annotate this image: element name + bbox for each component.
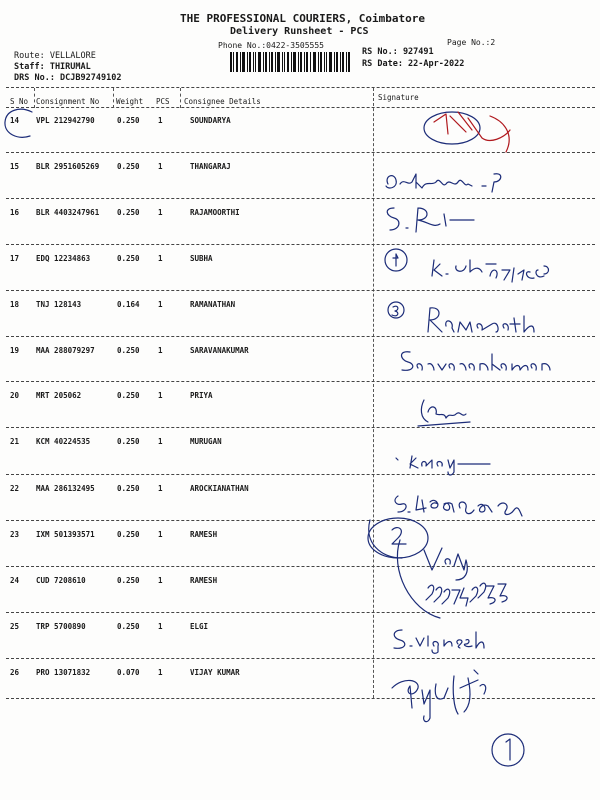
row-consignee: RAMANATHAN [190, 300, 236, 309]
row-consignee: SOUNDARYA [190, 116, 231, 125]
row-pcs: 1 [158, 576, 163, 585]
row-sno: 22 [10, 484, 20, 493]
col-consignee: Consignee Details [184, 97, 261, 106]
row-consignment: TNJ 128143 [36, 300, 82, 309]
col-sno: S No [10, 97, 29, 106]
col-consignment: Consignment No [36, 97, 100, 106]
col-weight: Weight [116, 97, 144, 106]
row-separator [6, 381, 595, 382]
row-sno: 17 [10, 254, 20, 263]
row-sno: 25 [10, 622, 20, 631]
row-sno: 26 [10, 668, 20, 677]
row-consignee: SUBHA [190, 254, 213, 263]
col-separator [34, 88, 35, 108]
signature-row-15 [382, 166, 507, 196]
row-separator [6, 658, 595, 659]
route: Route: VELLALORE [14, 51, 96, 61]
row-weight: 0.250 [117, 484, 140, 493]
col-separator [113, 88, 114, 108]
row-weight: 0.250 [117, 530, 140, 539]
row-weight: 0.250 [117, 254, 140, 263]
row-pcs: 1 [158, 437, 163, 446]
signature-row-18 [384, 298, 544, 338]
row-weight: 0.250 [117, 208, 140, 217]
drs-number: DRS No.: DCJB92749102 [14, 73, 122, 83]
table-row [0, 391, 600, 437]
runsheet-subtitle: Delivery Runsheet - PCS [230, 26, 369, 37]
row-consignment: VPL 212942790 [36, 116, 95, 125]
phone-number: Phone No.:0422-3505555 [218, 41, 324, 50]
row-weight: 0.070 [117, 668, 140, 677]
row-sno: 23 [10, 530, 20, 539]
barcode [230, 52, 350, 72]
row-consignee: SARAVANAKUMAR [190, 346, 249, 355]
col-pcs: PCS [156, 97, 170, 106]
col-separator [180, 88, 181, 108]
row-pcs: 1 [158, 300, 163, 309]
row-circle-mark [2, 106, 42, 142]
row-consignee: ELGI [190, 622, 209, 631]
row-consignment: MAA 288079297 [36, 346, 95, 355]
signature-row-26 [384, 668, 514, 728]
row-weight: 0.164 [117, 300, 140, 309]
signature-row-21 [392, 446, 502, 472]
row-consignment: BLR 4403247961 [36, 208, 100, 217]
row-pcs: 1 [158, 254, 163, 263]
row-weight: 0.250 [117, 576, 140, 585]
row-consignment: EDQ 12234863 [36, 254, 91, 263]
row-sno: 21 [10, 437, 20, 446]
row-pcs: 1 [158, 116, 163, 125]
signature-row-17 [384, 246, 554, 286]
row-separator [6, 520, 595, 521]
table-row [0, 162, 600, 208]
row-consignment: MAA 286132495 [36, 484, 95, 493]
signature-row-19 [396, 346, 556, 376]
company-title: THE PROFESSIONAL COURIERS, Coimbatore [180, 12, 426, 25]
row-weight: 0.250 [117, 391, 140, 400]
page-number: Page No.:2 [447, 38, 496, 47]
row-consignment: PRO 13071832 [36, 668, 91, 677]
row-weight: 0.250 [117, 162, 140, 171]
row-consignment: BLR 2951605269 [36, 162, 100, 171]
signature-row-16 [384, 204, 484, 234]
signature-row-20 [416, 396, 476, 432]
staff: Staff: THIRUMAL [14, 62, 91, 72]
row-separator [6, 474, 595, 475]
row-consignee: THANGARAJ [190, 162, 231, 171]
row-pcs: 1 [158, 530, 163, 539]
row-separator [6, 427, 595, 428]
row-consignment: MRT 205062 [36, 391, 82, 400]
row-consignee: VIJAY KUMAR [190, 668, 240, 677]
row-weight: 0.250 [117, 622, 140, 631]
row-sno: 14 [10, 116, 20, 125]
table-top-rule [6, 87, 595, 88]
end-circle-mark [488, 730, 532, 774]
row-pcs: 1 [158, 484, 163, 493]
row-pcs: 1 [158, 162, 163, 171]
signature-row-14 [410, 108, 520, 168]
row-separator [6, 290, 595, 291]
row-consignee: AROCKIANATHAN [190, 484, 249, 493]
row-weight: 0.250 [117, 116, 140, 125]
table-row [0, 622, 600, 668]
row-consignee: RAMESH [190, 576, 218, 585]
row-pcs: 1 [158, 622, 163, 631]
row-consignment: CUD 7208610 [36, 576, 86, 585]
row-pcs: 1 [158, 208, 163, 217]
row-weight: 0.250 [117, 346, 140, 355]
row-consignment: KCM 40224535 [36, 437, 91, 446]
row-consignee: MURUGAN [190, 437, 222, 446]
table-row [0, 437, 600, 483]
signature-row-25 [390, 626, 500, 654]
row-sno: 24 [10, 576, 20, 585]
row-sno: 16 [10, 208, 20, 217]
row-pcs: 1 [158, 668, 163, 677]
rs-date: RS Date: 22-Apr-2022 [362, 59, 465, 69]
row-consignment: IXM 501393571 [36, 530, 95, 539]
signature-row-24 [380, 540, 560, 620]
row-sno: 19 [10, 346, 20, 355]
row-weight: 0.250 [117, 437, 140, 446]
row-consignee: RAMESH [190, 530, 218, 539]
row-sno: 15 [10, 162, 20, 171]
row-sno: 18 [10, 300, 20, 309]
row-separator [6, 198, 595, 199]
row-pcs: 1 [158, 346, 163, 355]
col-signature: Signature [378, 93, 419, 102]
row-consignment: TRP 5700890 [36, 622, 86, 631]
rs-number: RS No.: 927491 [362, 47, 434, 57]
row-sno: 20 [10, 391, 20, 400]
row-consignee: PRIYA [190, 391, 213, 400]
row-separator [6, 244, 595, 245]
row-pcs: 1 [158, 391, 163, 400]
row-consignee: RAJAMOORTHI [190, 208, 240, 217]
